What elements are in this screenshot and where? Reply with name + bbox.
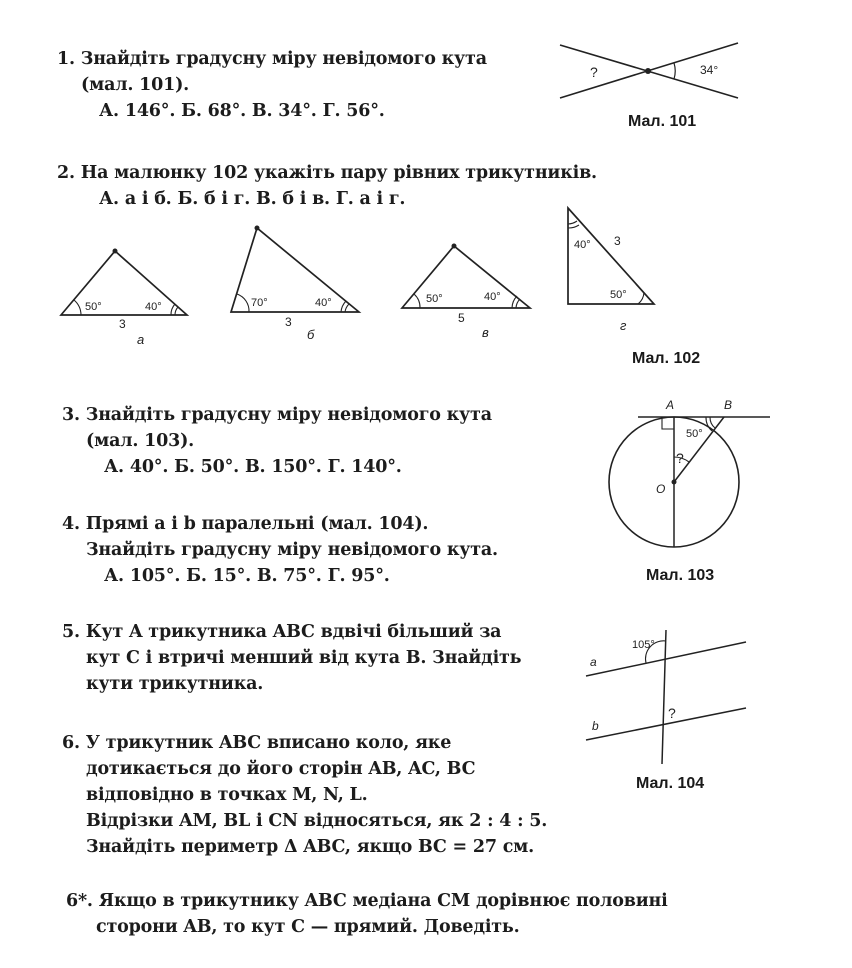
question-number: 6*. [66, 891, 93, 911]
question-number: 3. [62, 405, 80, 425]
fig104-line-b: b [592, 719, 599, 733]
triangle-b-angle1: 70° [251, 297, 268, 309]
triangle-b-side: 3 [285, 315, 292, 329]
fig101-unknown-label: ? [590, 64, 598, 80]
fig104-angle-label: 105° [632, 639, 655, 651]
triangle-d-name: г [620, 318, 627, 333]
answer-options: А. 105°. Б. 15°. В. 75°. Г. 95°. [104, 566, 390, 586]
question-5 [62, 619, 521, 697]
triangle-a-angle2: 40° [145, 301, 162, 313]
question-text: Відрізки AM, BL і CN відносяться, як 2 : 4 : 5. [86, 811, 548, 831]
question-text: (мал. 101). [81, 75, 190, 95]
fig103-point-a: A [666, 398, 675, 412]
question-text: (мал. 103). [86, 431, 195, 451]
question-text: Знайдіть градусну міру невідомого кута [80, 49, 487, 69]
question-number: 6. [62, 733, 80, 753]
question-2 [57, 160, 597, 212]
figure-104-diagram [582, 628, 762, 768]
question-1 [57, 46, 487, 124]
fig103-angle-label: 50° [686, 428, 703, 440]
triangle-c-side: 5 [458, 311, 465, 325]
question-number: 1. [57, 49, 75, 69]
answer-options: А. а і б. Б. б і г. В. б і в. Г. а і г. [99, 189, 406, 209]
answer-options: А. 146°. Б. 68°. В. 34°. Г. 56°. [99, 101, 385, 121]
triangle-c-name: в [482, 325, 489, 340]
triangle-c-angle2: 40° [484, 291, 501, 303]
figure-102-triangle-a [55, 245, 195, 345]
question-text: Якщо в трикутнику ABC медіана CM дорівнює половині [98, 891, 668, 911]
triangle-c-angle1: 50° [426, 293, 443, 305]
triangle-d-side: 3 [614, 234, 621, 248]
triangle-a-name: а [137, 332, 145, 347]
question-text: Прямі a і b паралельні (мал. 104). [85, 514, 429, 534]
figure-101-caption: Мал. 101 [628, 113, 697, 130]
question-number: 2. [57, 163, 75, 183]
question-4 [62, 511, 498, 589]
triangle-d-angle1: 40° [574, 239, 591, 251]
question-text: Знайдіть градусну міру невідомого кута [85, 405, 492, 425]
question-text: відповідно в точках M, N, L. [86, 785, 368, 805]
figure-101-diagram [558, 40, 758, 110]
fig103-point-b: B [724, 398, 733, 412]
triangle-d-angle2: 50° [610, 289, 627, 301]
question-3 [62, 402, 492, 480]
triangle-a-side: 3 [119, 317, 126, 331]
figure-102-caption: Мал. 102 [632, 350, 701, 367]
question-6 [62, 730, 547, 860]
question-text: кути трикутника. [86, 674, 264, 694]
question-text: кут C і втричі менший від кута B. Знайдіть [86, 648, 522, 668]
answer-options: А. 40°. Б. 50°. В. 150°. Г. 140°. [104, 457, 402, 477]
figure-103-diagram [600, 395, 780, 555]
figure-104-caption: Мал. 104 [636, 775, 705, 792]
fig101-angle-label: 34° [700, 63, 719, 77]
fig104-unknown-label: ? [668, 705, 676, 721]
figure-103-caption: Мал. 103 [646, 567, 715, 584]
question-text: У трикутник ABC вписано коло, яке [85, 733, 452, 753]
question-text: дотикається до його сторін AB, AC, BC [86, 759, 476, 779]
question-text: Знайдіть градусну міру невідомого кута. [86, 540, 498, 560]
figure-102-triangle-d [560, 200, 670, 340]
triangle-b-angle2: 40° [315, 297, 332, 309]
question-text: сторони AB, то кут C — прямий. Доведіть. [96, 917, 520, 937]
question-6-star [66, 888, 668, 940]
question-text: Знайдіть периметр Δ ABC, якщо BC = 27 см. [86, 837, 535, 857]
fig104-line-a: a [590, 655, 597, 669]
figure-102-triangle-b [225, 222, 365, 342]
question-number: 5. [62, 622, 80, 642]
fig103-unknown-label: ? [676, 450, 684, 466]
figure-102-triangle-c [396, 240, 536, 350]
question-number: 4. [62, 514, 80, 534]
question-text: Кут A трикутника ABC вдвічі більший за [85, 622, 502, 642]
triangle-b-name: б [307, 327, 315, 342]
triangle-a-angle1: 50° [85, 301, 102, 313]
question-text: На малюнку 102 укажіть пару рівних трикутників. [80, 163, 597, 183]
fig103-point-o: O [656, 482, 666, 496]
